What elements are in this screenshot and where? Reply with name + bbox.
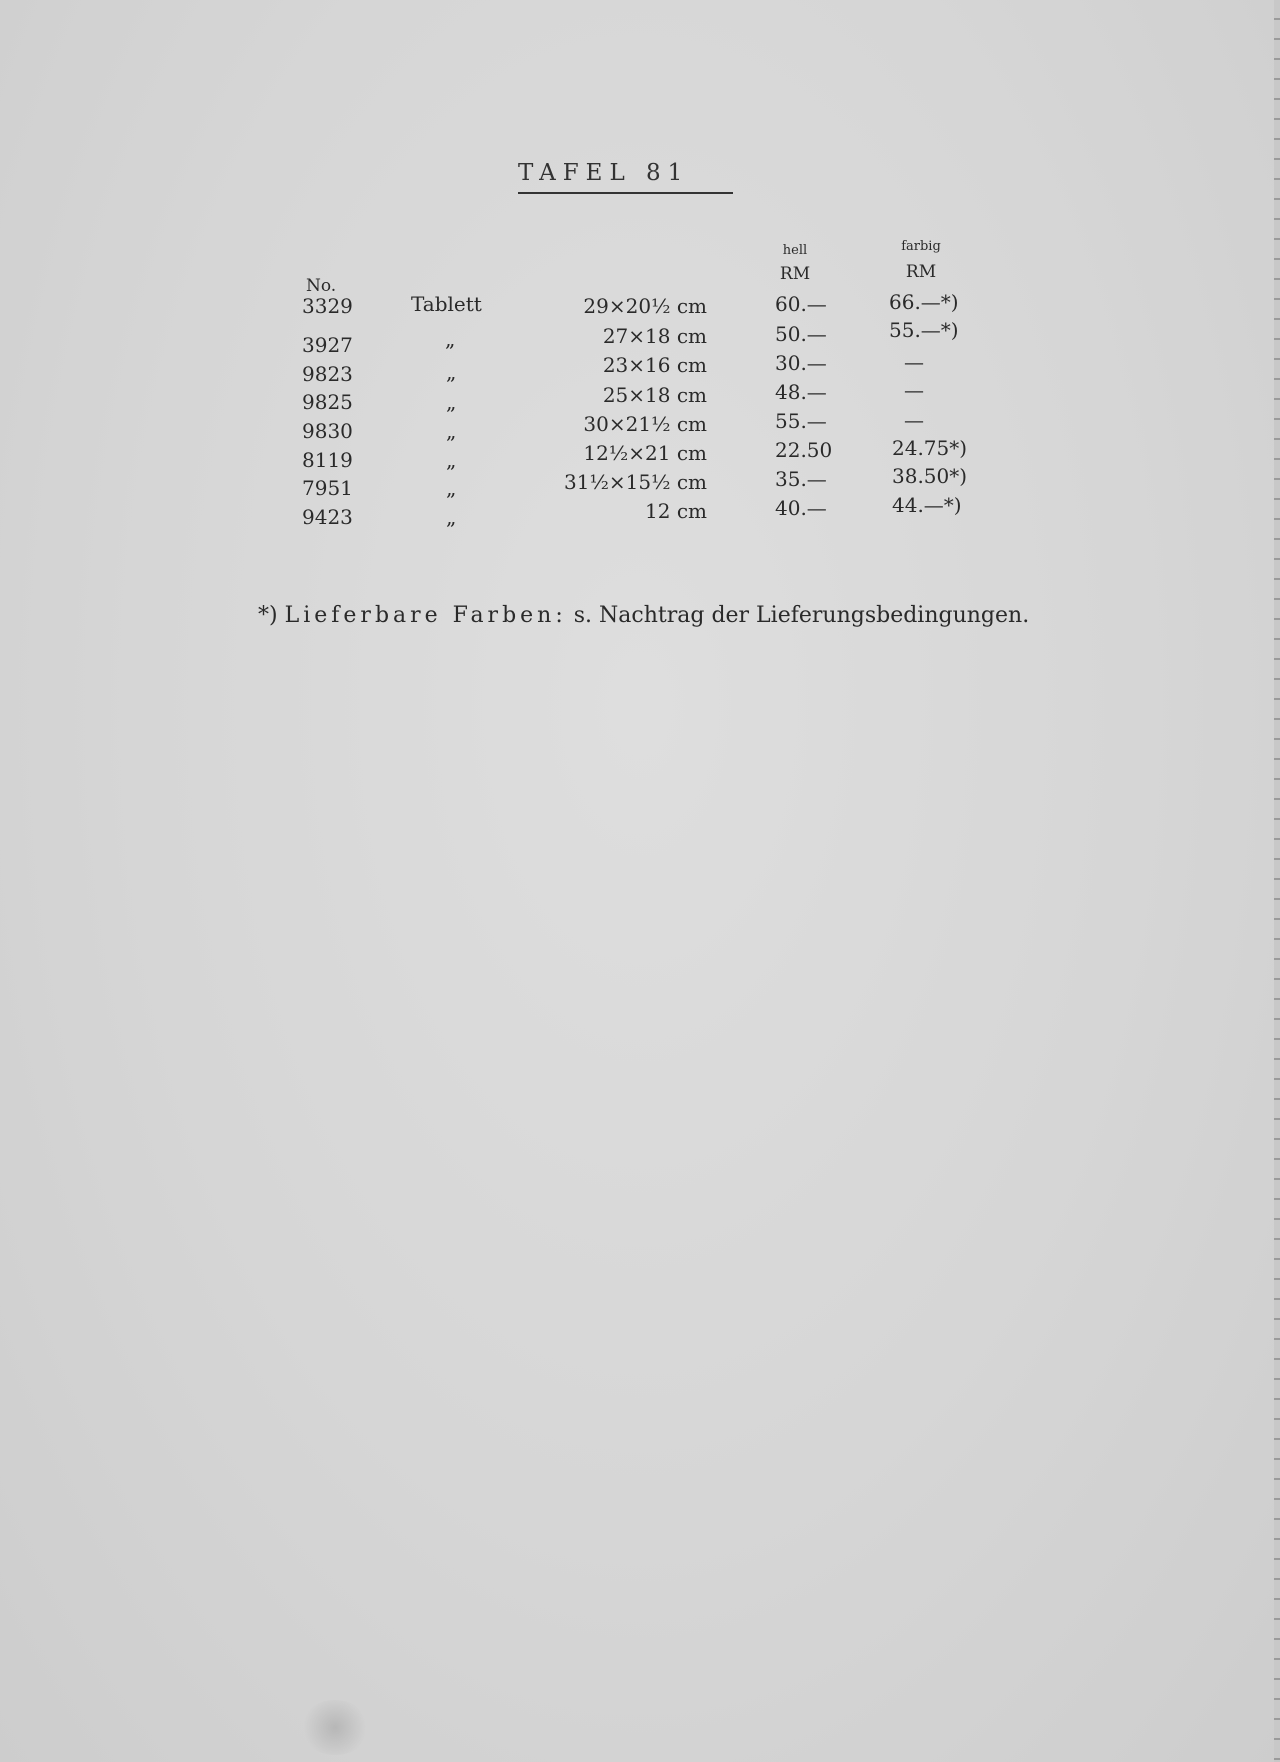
row-size: 12½×21 cm xyxy=(583,441,707,465)
row-item: „ xyxy=(446,476,457,500)
row-item: „ xyxy=(445,327,456,351)
row-no: 3927 xyxy=(302,333,353,357)
row-no: 7951 xyxy=(302,476,353,500)
row-no: 9423 xyxy=(302,505,353,529)
row-hell: 60.— xyxy=(775,292,827,316)
header-farbig: farbig xyxy=(901,239,941,254)
row-farbig: 24.75*) xyxy=(892,436,968,460)
row-item: „ xyxy=(446,360,457,384)
header-hell-unit: RM xyxy=(779,264,811,284)
row-hell: 30.— xyxy=(775,351,827,375)
row-size: 29×20½ cm xyxy=(583,294,707,318)
row-size: 30×21½ cm xyxy=(583,412,707,436)
row-size: 31½×15½ cm xyxy=(564,470,707,494)
row-hell: 50.— xyxy=(775,322,827,346)
row-item: „ xyxy=(446,448,457,472)
row-farbig: 38.50*) xyxy=(892,464,968,488)
row-item: „ xyxy=(446,419,457,443)
page-edge xyxy=(1274,0,1280,1762)
footnote xyxy=(258,603,1029,628)
row-hell: 35.— xyxy=(775,467,827,491)
row-no: 9825 xyxy=(302,390,353,414)
row-hell: 22.50 xyxy=(775,438,833,462)
row-no: 9830 xyxy=(302,419,353,443)
footnote-lead: Lieferbare Farben: xyxy=(284,603,567,628)
header-no: No. xyxy=(306,276,337,296)
row-no: 9823 xyxy=(302,362,353,386)
header-farbig-unit: RM xyxy=(905,262,937,282)
row-farbig: 44.—*) xyxy=(892,493,962,517)
row-hell: 40.— xyxy=(775,496,827,520)
row-hell: 55.— xyxy=(775,409,827,433)
row-farbig: — xyxy=(904,408,924,432)
row-hell: 48.— xyxy=(775,380,827,404)
row-no: 8119 xyxy=(302,448,353,472)
footnote-text: s. Nachtrag der Lieferungsbedingungen. xyxy=(573,603,1030,628)
header-hell: hell xyxy=(782,243,808,258)
row-item: „ xyxy=(446,505,457,529)
row-item: Tablett xyxy=(411,292,482,316)
row-size: 27×18 cm xyxy=(602,324,707,348)
footnote-marker: *) xyxy=(258,603,278,628)
paper-smudge xyxy=(300,1700,370,1755)
row-item: „ xyxy=(446,390,457,414)
row-size: 23×16 cm xyxy=(602,353,707,377)
row-farbig: 55.—*) xyxy=(889,318,959,342)
row-size: 12 cm xyxy=(645,499,707,523)
row-no: 3329 xyxy=(302,294,353,318)
title-underline xyxy=(518,192,733,194)
page-title: TAFEL 81 xyxy=(518,160,690,186)
row-farbig: — xyxy=(904,378,924,402)
row-farbig: — xyxy=(904,350,924,374)
row-size: 25×18 cm xyxy=(602,383,707,407)
row-farbig: 66.—*) xyxy=(889,290,959,314)
